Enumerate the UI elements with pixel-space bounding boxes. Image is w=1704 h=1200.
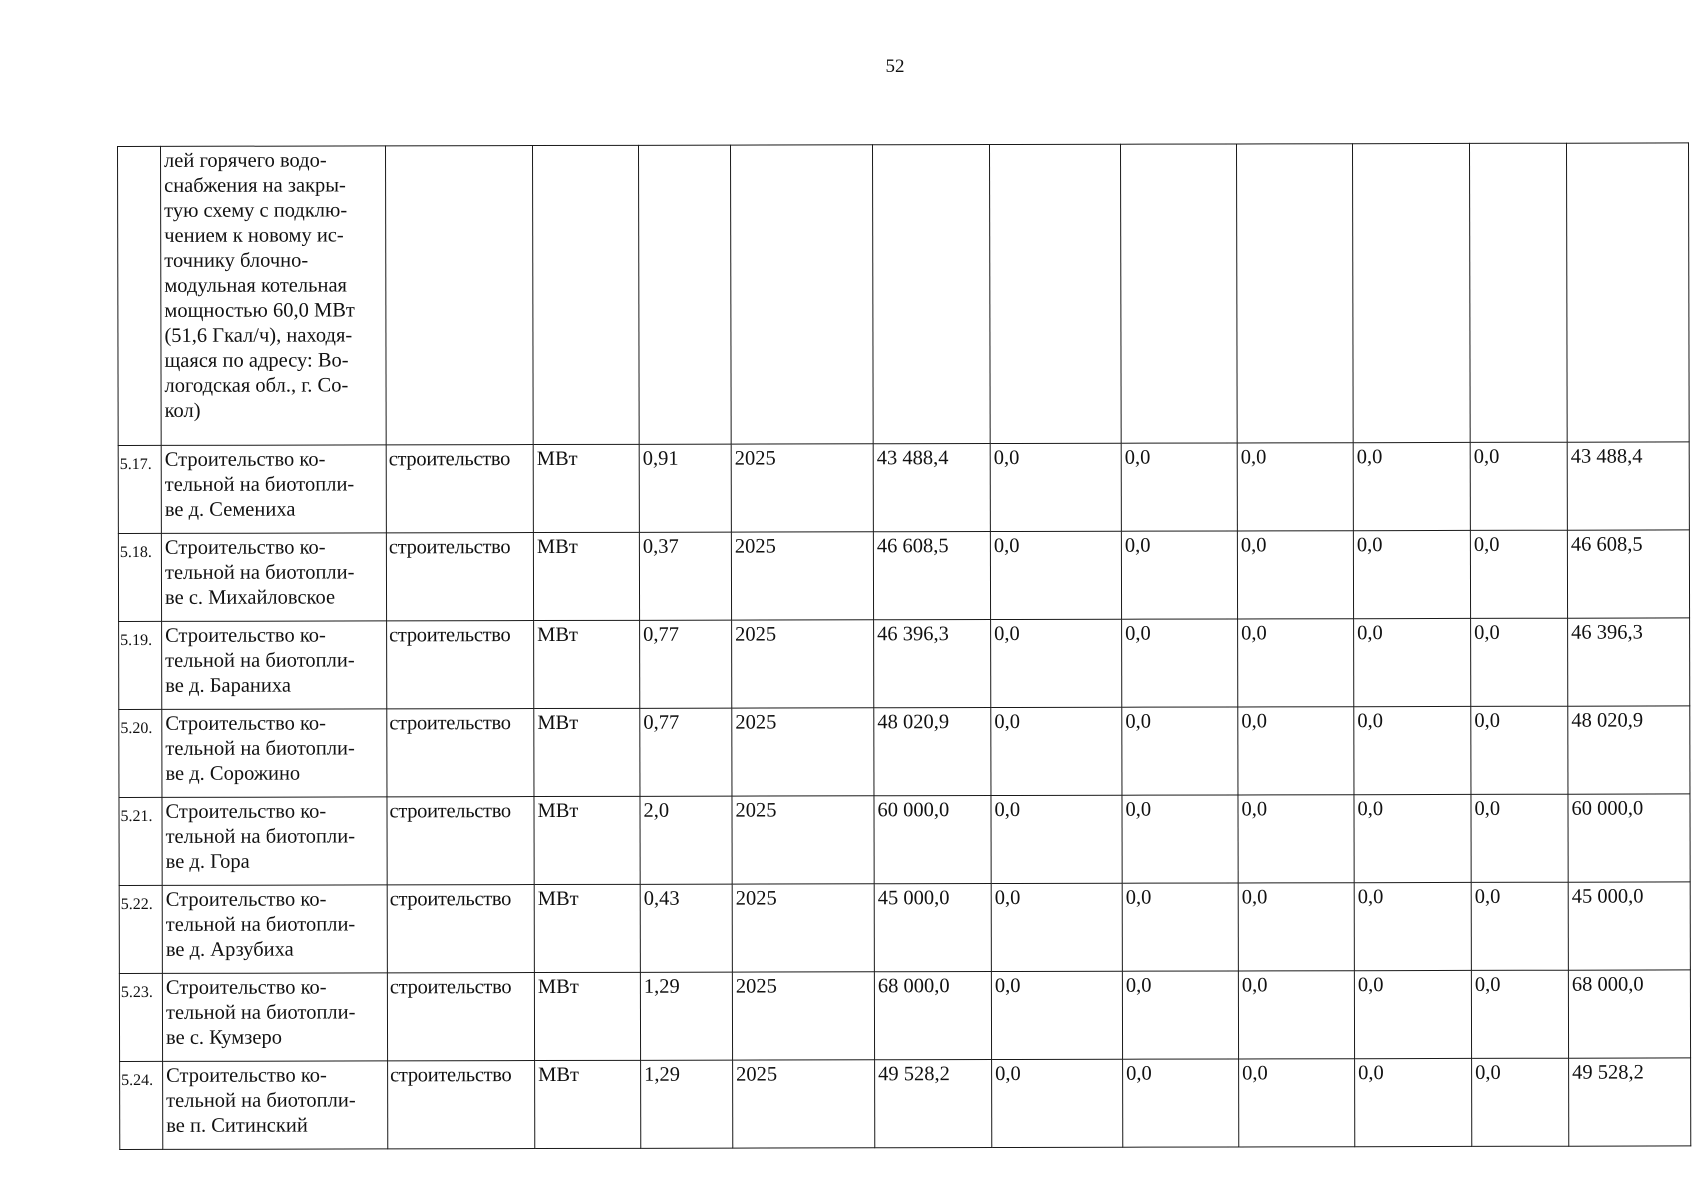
cell-v2: 0,0 xyxy=(991,795,1122,883)
cell-v5: 0,0 xyxy=(1353,442,1470,530)
cell-v5: 0,0 xyxy=(1354,970,1471,1058)
page-number: 52 xyxy=(885,56,905,77)
cell-v5: 0,0 xyxy=(1354,706,1471,794)
cell-year: 2025 xyxy=(732,620,874,708)
cell-v2 xyxy=(989,144,1121,443)
cell-v2: 0,0 xyxy=(991,707,1122,795)
cell-v3: 0,0 xyxy=(1122,707,1238,795)
table-row xyxy=(118,530,1689,622)
cell-v5: 0,0 xyxy=(1353,530,1470,618)
cell-num: 5.22. xyxy=(119,885,162,973)
cell-type: строительство xyxy=(387,621,534,709)
cell-v1: 48 020,9 xyxy=(874,708,991,796)
cell-v4: 0,0 xyxy=(1237,443,1353,531)
cell-capacity xyxy=(638,145,731,444)
cell-v6: 0,0 xyxy=(1470,530,1567,618)
cell-v2: 0,0 xyxy=(991,619,1122,707)
cell-capacity: 2,0 xyxy=(640,796,732,884)
cell-v6: 0,0 xyxy=(1470,442,1567,530)
cell-unit: МВт xyxy=(534,972,640,1060)
cell-unit xyxy=(533,145,640,444)
investment-table xyxy=(117,142,1691,1150)
cell-capacity: 0,77 xyxy=(640,708,732,796)
cell-unit: МВт xyxy=(534,796,640,884)
cell-num xyxy=(118,146,162,445)
cell-v4: 0,0 xyxy=(1238,883,1354,971)
cell-type: строительство xyxy=(386,445,533,533)
cell-capacity: 0,91 xyxy=(639,444,731,532)
cell-type: строительство xyxy=(388,1061,535,1149)
cell-v6: 0,0 xyxy=(1471,970,1568,1058)
cell-name: Строительство ко- тельной на биотопли- ве п. Ситинский xyxy=(163,1061,388,1150)
cell-capacity: 0,37 xyxy=(639,532,731,620)
cell-v5: 0,0 xyxy=(1354,618,1471,706)
cell-name: Строительство ко- тельной на биотопли- ве д. Бараниха xyxy=(162,621,387,710)
cell-type: строительство xyxy=(387,797,534,885)
cell-v2: 0,0 xyxy=(992,1059,1123,1147)
cell-year: 2025 xyxy=(731,532,873,620)
cell-name: Строительство ко- тельной на биотопли- ве д. Арзубиха xyxy=(162,885,387,974)
cell-v5: 0,0 xyxy=(1355,1058,1472,1146)
cell-v7: 46 608,5 xyxy=(1567,530,1689,618)
cell-unit: МВт xyxy=(533,444,639,532)
cell-v1 xyxy=(872,145,990,444)
cell-type xyxy=(386,146,534,445)
cell-name: Строительство ко- тельной на биотопли- ве д. Сорожино xyxy=(162,709,387,798)
cell-v5: 0,0 xyxy=(1354,882,1471,970)
cell-v7: 48 020,9 xyxy=(1568,706,1690,794)
cell-name: Строительство ко- тельной на биотопли- ве д. Гора xyxy=(162,797,387,886)
cell-v4: 0,0 xyxy=(1238,795,1354,883)
cell-type: строительство xyxy=(386,533,533,621)
cell-num: 5.23. xyxy=(119,973,162,1061)
cell-v4: 0,0 xyxy=(1237,531,1353,619)
cell-v4 xyxy=(1236,144,1353,443)
cell-v7: 60 000,0 xyxy=(1568,794,1690,882)
cell-v1: 43 488,4 xyxy=(873,444,990,532)
cell-v6: 0,0 xyxy=(1471,706,1568,794)
cell-name: Строительство ко- тельной на биотопли- ве д. Семениха xyxy=(161,445,386,534)
cell-v4: 0,0 xyxy=(1238,707,1354,795)
cell-v4: 0,0 xyxy=(1239,1059,1355,1147)
cell-v3: 0,0 xyxy=(1123,1059,1239,1147)
cell-type: строительство xyxy=(387,885,534,973)
cell-v7 xyxy=(1566,143,1689,442)
table-row xyxy=(120,1058,1691,1150)
cell-v4: 0,0 xyxy=(1238,619,1354,707)
cell-year: 2025 xyxy=(732,708,874,796)
cell-v7: 45 000,0 xyxy=(1568,882,1690,970)
cell-v3: 0,0 xyxy=(1121,531,1237,619)
cell-v3: 0,0 xyxy=(1122,971,1238,1059)
cell-v7: 68 000,0 xyxy=(1568,970,1690,1058)
cell-num: 5.24. xyxy=(120,1061,163,1149)
cell-v6: 0,0 xyxy=(1471,794,1568,882)
cell-unit: МВт xyxy=(534,884,640,972)
cell-v3: 0,0 xyxy=(1122,883,1238,971)
cell-v1: 46 608,5 xyxy=(873,532,990,620)
cell-v1: 46 396,3 xyxy=(874,620,991,708)
cell-num: 5.20. xyxy=(119,709,162,797)
cell-unit: МВт xyxy=(535,1060,641,1148)
cell-v7: 49 528,2 xyxy=(1569,1058,1691,1146)
table-row xyxy=(119,706,1690,798)
cell-v2: 0,0 xyxy=(990,443,1121,531)
cell-v3: 0,0 xyxy=(1122,795,1238,883)
cell-capacity: 0,43 xyxy=(640,884,732,972)
cell-num: 5.17. xyxy=(118,445,161,533)
cell-v4: 0,0 xyxy=(1238,971,1354,1059)
cell-v1: 49 528,2 xyxy=(875,1060,992,1148)
cell-unit: МВт xyxy=(534,620,640,708)
cell-year: 2025 xyxy=(732,972,874,1060)
cell-type: строительство xyxy=(387,709,534,797)
cell-year: 2025 xyxy=(732,796,874,884)
cell-name: лей горячего водо- снабжения на закры- тую схему с подклю- чением к новому ис- точнику блочно- модульная котельная мощностью 60,0 МВт (51,6 Гкал/ч), находя- щаяся по адресу: Во- логодская обл., г. Со- кол) xyxy=(161,146,387,446)
table-row xyxy=(119,794,1690,886)
cell-v5: 0,0 xyxy=(1354,794,1471,882)
cell-capacity: 0,77 xyxy=(640,620,732,708)
cell-v3: 0,0 xyxy=(1122,619,1238,707)
cell-year: 2025 xyxy=(732,884,874,972)
cell-v1: 45 000,0 xyxy=(874,884,991,972)
cell-v3 xyxy=(1120,144,1237,443)
cell-v2: 0,0 xyxy=(991,971,1122,1059)
cell-v5 xyxy=(1352,143,1470,442)
cell-v6: 0,0 xyxy=(1471,882,1568,970)
cell-v2: 0,0 xyxy=(991,883,1122,971)
cell-v6 xyxy=(1469,143,1567,442)
cell-capacity: 1,29 xyxy=(640,972,732,1060)
table-row xyxy=(119,970,1690,1062)
cell-v7: 46 396,3 xyxy=(1568,618,1690,706)
cell-year: 2025 xyxy=(733,1060,875,1148)
cell-year: 2025 xyxy=(731,444,873,532)
cell-num: 5.19. xyxy=(119,621,162,709)
cell-name: Строительство ко- тельной на биотопли- ве с. Кумзеро xyxy=(162,973,387,1062)
cell-unit: МВт xyxy=(534,708,640,796)
cell-v2: 0,0 xyxy=(990,531,1121,619)
table-row xyxy=(118,442,1689,534)
cell-num: 5.18. xyxy=(118,533,161,621)
table-row-continuation xyxy=(118,143,1690,446)
cell-year xyxy=(730,145,873,444)
cell-type: строительство xyxy=(387,973,534,1061)
cell-name: Строительство ко- тельной на биотопли- ве с. Михайловское xyxy=(161,533,386,622)
cell-unit: МВт xyxy=(533,532,639,620)
cell-capacity: 1,29 xyxy=(641,1060,733,1148)
cell-v6: 0,0 xyxy=(1472,1058,1569,1146)
cell-v1: 68 000,0 xyxy=(874,972,991,1060)
cell-v7: 43 488,4 xyxy=(1567,442,1689,530)
cell-v3: 0,0 xyxy=(1121,443,1237,531)
cell-num: 5.21. xyxy=(119,797,162,885)
cell-v1: 60 000,0 xyxy=(874,796,991,884)
table-row xyxy=(119,618,1690,710)
table-body xyxy=(118,143,1691,1150)
table-row xyxy=(119,882,1690,974)
cell-v6: 0,0 xyxy=(1471,618,1568,706)
